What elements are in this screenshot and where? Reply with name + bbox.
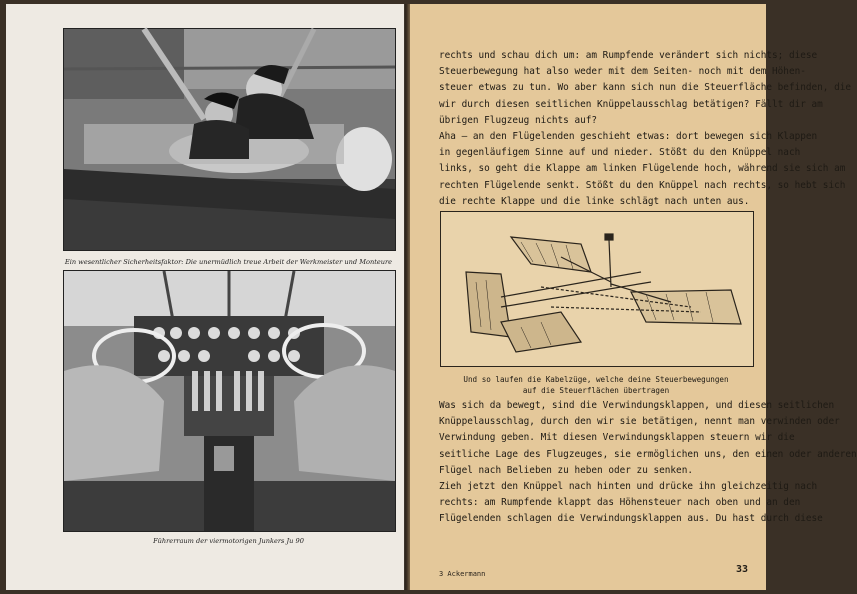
top-photo-caption: Ein wesentlicher Sicherheitsfaktor: Die unermüdlich treue Arbeit der Werkmeister und Monteure <box>64 258 393 266</box>
page-number: 33 <box>735 564 748 575</box>
text-line: wir durch diesen seitlichen Knüppelausschlag betätigen? Fällt dir am <box>439 98 823 110</box>
paragraph-1 <box>439 48 852 210</box>
paragraph-2 <box>439 398 857 528</box>
footer-signature: 3 Ackermann <box>439 570 486 578</box>
diagram-caption-line-1: Und so laufen die Kabelzüge, welche deine Steuerbewegungen <box>463 375 729 384</box>
text-line: Knüppelausschlag, durch den wir sie betätigen, nennt man verwinden oder <box>439 416 840 428</box>
text-line: Zieh jetzt den Knüppel nach hinten und drücke ihn gleichzeitig nach <box>439 480 818 492</box>
text-line: links, so geht die Klappe am linken Flügelende hoch, während sie sich am <box>439 163 846 175</box>
right-page <box>410 4 857 590</box>
text-line: Flügelenden schlagen die Verwindungsklappen aus. Du hast durch diese <box>439 513 823 525</box>
text-line: seitliche Lage des Flugzeuges, sie ermöglichen uns, den einen oder anderen <box>439 448 857 460</box>
text-line: übrigen Flugzeug nichts auf? <box>439 114 598 126</box>
text-line: Was sich da bewegt, sind die Verwindungsklappen, und diesen seitlichen <box>439 400 835 411</box>
text-line: rechts und schau dich um: am Rumpfende verändert sich nichts; diese <box>439 50 818 61</box>
diagram-caption <box>440 374 752 396</box>
mechanics-photo <box>63 28 396 251</box>
cockpit-photo-image <box>64 271 395 531</box>
mechanics-photo-image <box>64 29 395 250</box>
text-line: Aha — an den Flügelenden geschieht etwas: dort bewegen sich Klappen <box>439 130 818 142</box>
text-line: Steuerbewegung hat also weder mit dem Seiten- noch mit dem Höhen- <box>439 66 806 78</box>
left-page <box>6 4 404 590</box>
text-line: Verwindung geben. Mit diesen Verwindungsklappen steuern wir die <box>439 432 795 444</box>
text-line: rechts: am Rumpfende klappt das Höhensteuer nach oben und an den <box>439 497 801 509</box>
diagram-caption-line-2: auf die Steuerflächen übertragen <box>522 386 670 395</box>
text-line: steuer etwas zu tun. Wo aber kann sich nun die Steuerfläche befinden, die <box>439 82 852 94</box>
text-line: die rechte Klappe und die linke schlägt nach unten aus. <box>439 195 750 207</box>
text-line: Flügel nach Belieben zu heben oder zu senken. <box>439 464 693 476</box>
text-line: rechten Flügelende senkt. Stößt du den Knüppel nach rechts, so hebt sich <box>439 179 846 191</box>
aircraft-control-diagram <box>441 212 753 366</box>
cockpit-photo <box>63 270 396 532</box>
bottom-photo-caption: Führerraum der viermotorigen Junkers Ju 90 <box>153 537 304 545</box>
control-cable-diagram <box>440 211 754 367</box>
text-line: in gegenläufigem Sinne auf und nieder. Stößt du den Knüppel nach <box>439 147 801 159</box>
